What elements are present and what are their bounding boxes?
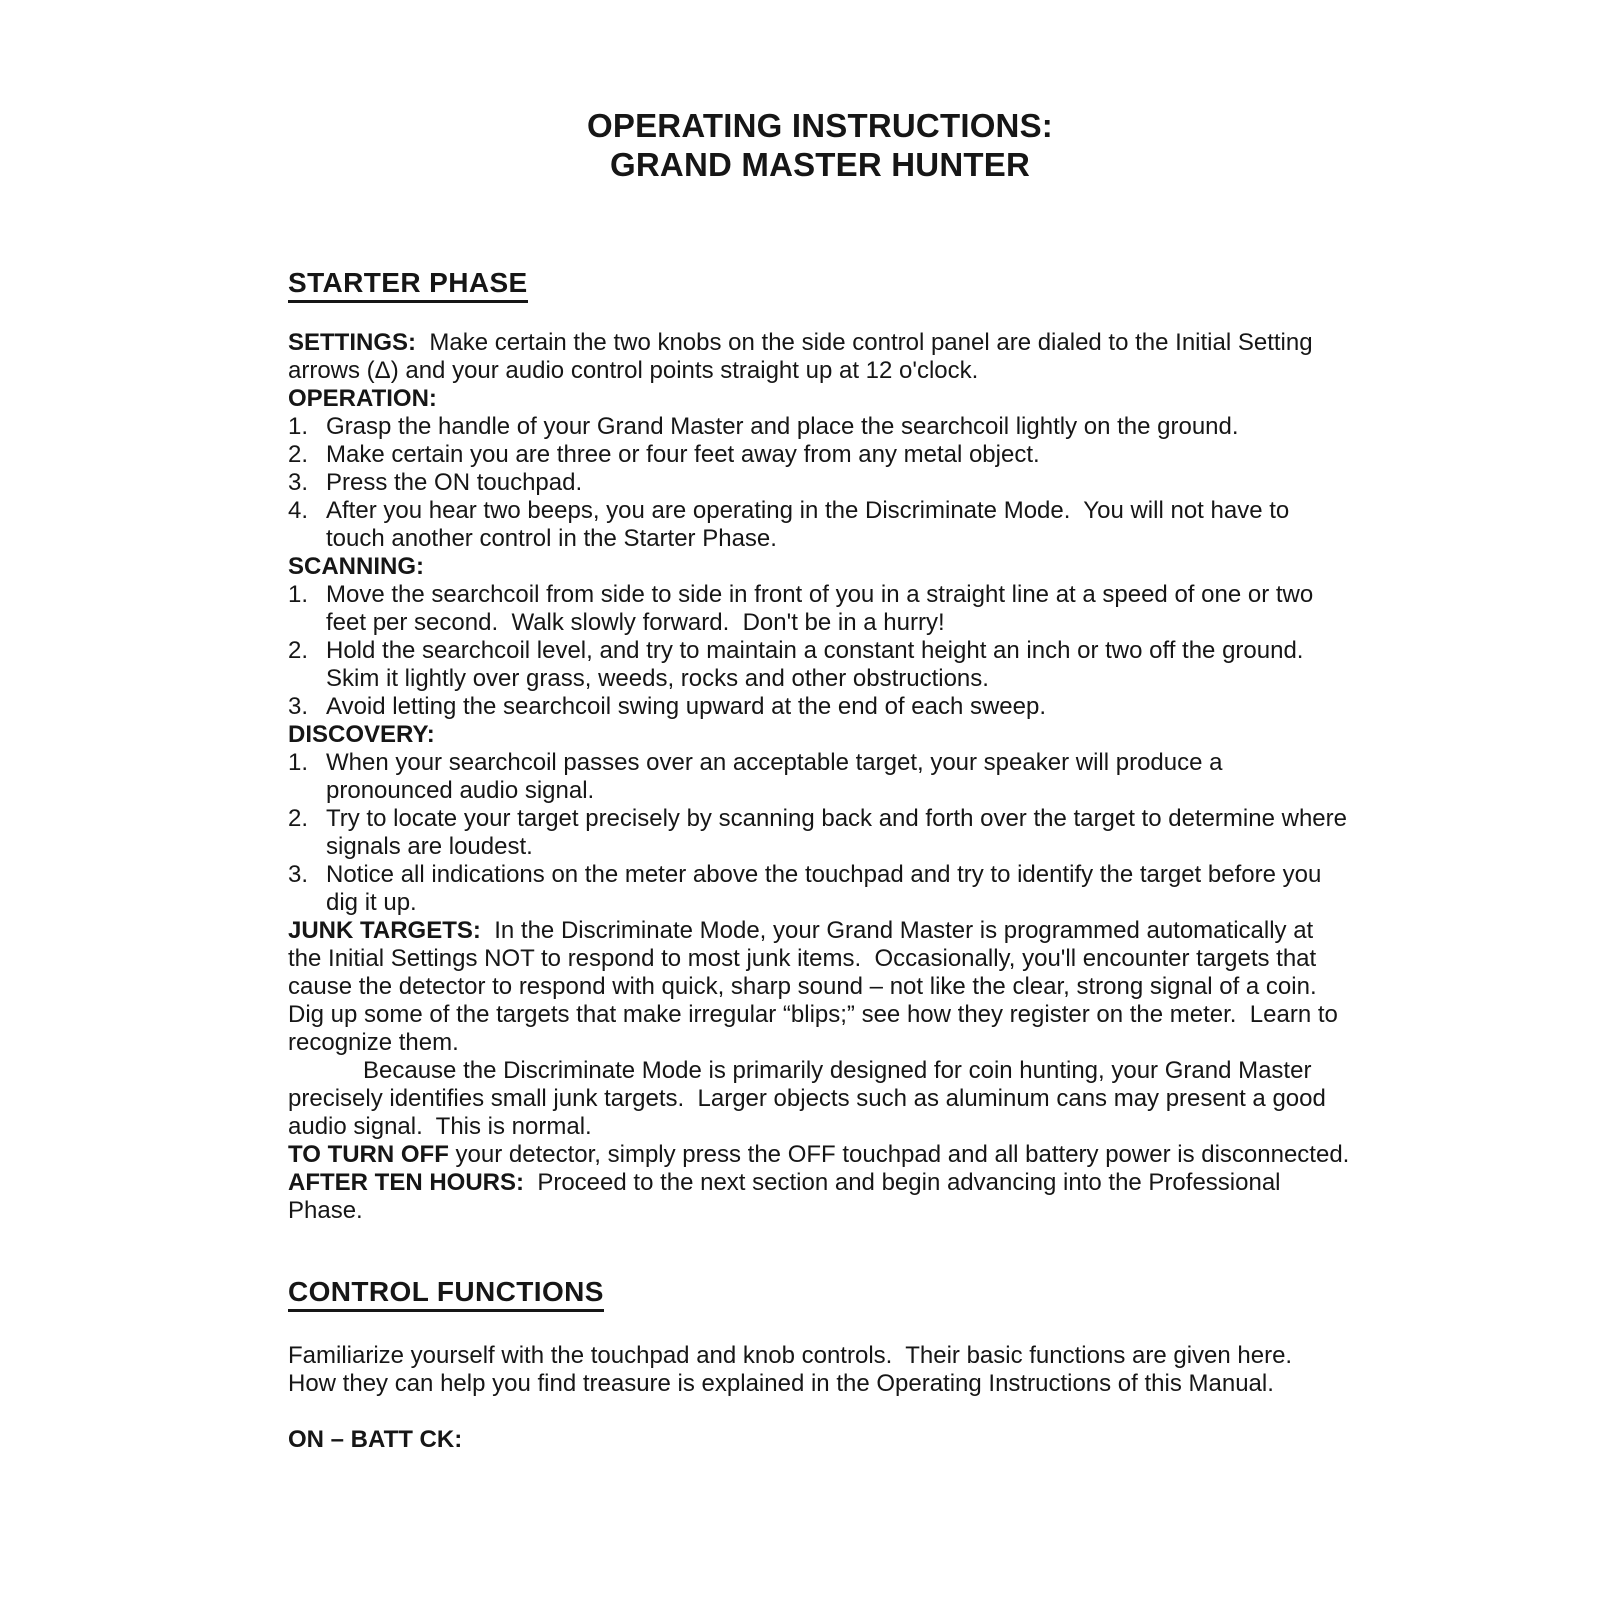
starter-phase-heading-row [288, 268, 1600, 303]
item-number: 3. [288, 469, 309, 496]
starter-phase-section [288, 329, 1352, 1225]
to-turn-off-label: TO TURN OFF [288, 1141, 449, 1168]
settings-label: SETTINGS: [288, 329, 417, 356]
to-turn-off-text: your detector, simply press the OFF touchpad and all battery power is disconnected. [448, 1141, 1350, 1168]
item-text: Notice all indications on the meter above the touchpad and try to identify the target before you dig it up. [326, 861, 1328, 916]
section-heading-starter-phase: STARTER PHASE [288, 268, 528, 303]
item-number: 4. [288, 497, 309, 524]
item-text: Try to locate your target precisely by scanning back and forth over the target to determine where signals are loudest. [326, 805, 1354, 860]
list-item-discovery-3 [288, 861, 1352, 917]
control-functions-heading-row [288, 1277, 1600, 1312]
list-item-operation-4 [288, 497, 1352, 553]
title-line-2: GRAND MASTER HUNTER [610, 146, 1030, 183]
junk-targets-label: JUNK TARGETS: [288, 917, 481, 944]
operation-label-paragraph [288, 385, 1352, 413]
item-text: When your searchcoil passes over an acceptable target, your speaker will produce a pronounced audio signal. [326, 749, 1230, 804]
section-heading-control-functions: CONTROL FUNCTIONS [288, 1277, 604, 1312]
list-item-scanning-3 [288, 693, 1352, 721]
item-text: Avoid letting the searchcoil swing upward at the end of each sweep. [326, 693, 1046, 720]
list-item-operation-3 [288, 469, 1352, 497]
item-number: 2. [288, 805, 309, 832]
junk-targets-text: In the Discriminate Mode, your Grand Master is programmed automatically at the Initial Settings NOT to respond to most junk items. Occasionally, you'll encounter targets that cause the detector to respond with quick, sharp sound – not like the clear, strong signal of a coin. Dig up some of the targets that make irregular “blips;” see how they register on the meter. Learn to recognize them. [288, 917, 1345, 1056]
document-title [288, 106, 1352, 184]
item-number: 2. [288, 441, 309, 468]
after-ten-hours-text: Proceed to the next section and begin advancing into the Professional Phase. [288, 1169, 1288, 1224]
scanning-label: SCANNING: [288, 553, 424, 580]
control-functions-intro: Familiarize yourself with the touchpad and knob controls. Their basic functions are given here. How they can help you find treasure is explained in the Operating Instructions of this Manual. [288, 1342, 1306, 1397]
junk-targets-paragraph-2: Because the Discriminate Mode is primarily designed for coin hunting, your Grand Master precisely identifies small junk targets. Larger objects such as aluminum cans may present a good audio signal. This is normal. [288, 1057, 1333, 1140]
item-text: After you hear two beeps, you are operating in the Discriminate Mode. You will not have to touch another control in the Starter Phase. [326, 497, 1296, 552]
on-batt-ck-label: ON – BATT CK: [288, 1426, 463, 1453]
item-number: 3. [288, 693, 309, 720]
item-number: 1. [288, 749, 309, 776]
operation-label: OPERATION: [288, 385, 437, 412]
discovery-label-paragraph [288, 721, 1352, 749]
settings-paragraph [288, 329, 1352, 385]
list-item-discovery-1 [288, 749, 1352, 805]
title-line-1: OPERATING INSTRUCTIONS: [587, 107, 1053, 144]
to-turn-off-paragraph [288, 1141, 1352, 1169]
scanning-label-paragraph [288, 553, 1352, 581]
item-number: 2. [288, 637, 309, 664]
list-item-scanning-2 [288, 637, 1352, 693]
after-ten-hours-label: AFTER TEN HOURS: [288, 1169, 524, 1196]
item-text: Press the ON touchpad. [326, 469, 583, 496]
control-functions-section [288, 1342, 1352, 1454]
item-number: 1. [288, 413, 309, 440]
item-text: Make certain you are three or four feet away from any metal object. [326, 441, 1040, 468]
list-item-discovery-2 [288, 805, 1352, 861]
list-item-operation-2 [288, 441, 1352, 469]
item-number: 3. [288, 861, 309, 888]
item-text: Hold the searchcoil level, and try to maintain a constant height an inch or two off the ground. Skim it lightly over grass, weeds, rocks and other obstructions. [326, 637, 1317, 692]
after-ten-hours-paragraph [288, 1169, 1352, 1225]
list-item-scanning-1 [288, 581, 1352, 637]
item-number: 1. [288, 581, 309, 608]
item-text: Move the searchcoil from side to side in front of you in a straight line at a speed of one or two feet per second. Walk slowly forward. Don't be in a hurry! [326, 581, 1320, 636]
list-item-operation-1 [288, 413, 1352, 441]
settings-text: Make certain the two knobs on the side control panel are dialed to the Initial Setting arrows (Δ) and your audio control points straight up at 12 o'clock. [288, 329, 1320, 384]
junk-targets-paragraph [288, 917, 1352, 1057]
item-text: Grasp the handle of your Grand Master and place the searchcoil lightly on the ground. [326, 413, 1239, 440]
discovery-label: DISCOVERY: [288, 721, 435, 748]
